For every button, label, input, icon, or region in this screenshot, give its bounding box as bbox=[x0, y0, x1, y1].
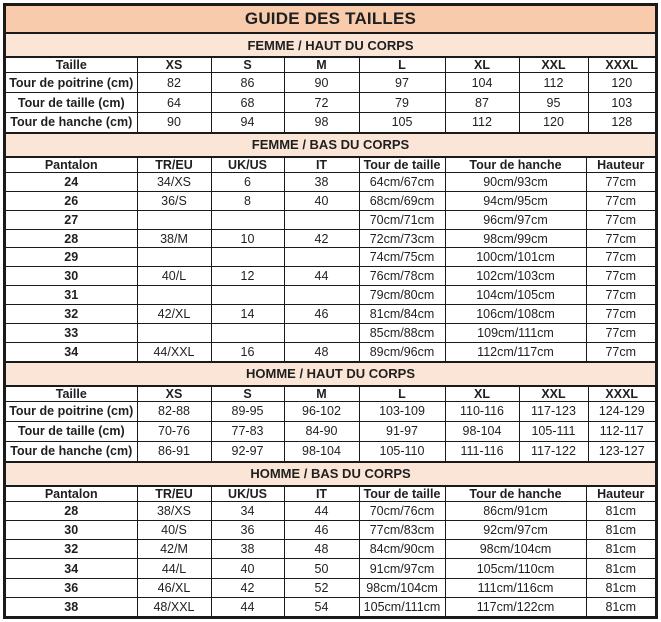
column-header: IT bbox=[284, 158, 359, 173]
table-cell bbox=[211, 248, 284, 267]
table-cell bbox=[211, 286, 284, 305]
row-label: 36 bbox=[6, 578, 137, 597]
table-cell: 120 bbox=[519, 113, 588, 132]
table-cell: 86cm/91cm bbox=[445, 501, 586, 520]
table-cell: 38/XS bbox=[137, 501, 211, 520]
column-header: TR/EU bbox=[137, 158, 211, 173]
table-cell: 94cm/95cm bbox=[445, 191, 586, 210]
table-row bbox=[6, 248, 655, 267]
table-cell: 105-111 bbox=[519, 421, 588, 441]
table-cell: 6 bbox=[211, 172, 284, 191]
table-cell: 77cm bbox=[586, 229, 655, 248]
table-cell: 120 bbox=[588, 73, 655, 93]
table-row bbox=[6, 401, 655, 421]
row-label: Tour de taille (cm) bbox=[6, 93, 137, 113]
table-cell: 77cm bbox=[586, 210, 655, 229]
section-header-homme-bas: HOMME / BAS DU CORPS bbox=[6, 461, 655, 487]
column-header: XS bbox=[137, 58, 211, 73]
table-cell: 81cm bbox=[586, 578, 655, 597]
table-row bbox=[6, 421, 655, 441]
table-cell: 111-116 bbox=[445, 441, 519, 460]
column-header: L bbox=[359, 387, 445, 402]
table-cell: 34 bbox=[211, 501, 284, 520]
table-cell: 82-88 bbox=[137, 401, 211, 421]
table-cell: 70-76 bbox=[137, 421, 211, 441]
page-title: GUIDE DES TAILLES bbox=[6, 6, 655, 34]
column-header: Tour de taille bbox=[359, 487, 445, 502]
table-cell: 102cm/103cm bbox=[445, 267, 586, 286]
table-cell: 50 bbox=[284, 559, 359, 578]
table-cell: 111cm/116cm bbox=[445, 578, 586, 597]
table-cell: 40/L bbox=[137, 267, 211, 286]
table-cell: 98-104 bbox=[445, 421, 519, 441]
table-cell: 12 bbox=[211, 267, 284, 286]
table-cell: 87 bbox=[445, 93, 519, 113]
table-cell: 91cm/97cm bbox=[359, 559, 445, 578]
table-femme-haut-du-corps bbox=[6, 58, 655, 132]
table-row bbox=[6, 520, 655, 539]
table-cell: 92-97 bbox=[211, 441, 284, 460]
table-cell: 89cm/96cm bbox=[359, 343, 445, 361]
table-cell: 36 bbox=[211, 520, 284, 539]
table-cell: 109cm/111cm bbox=[445, 324, 586, 343]
row-label: 24 bbox=[6, 172, 137, 191]
table-row bbox=[6, 324, 655, 343]
column-header: UK/US bbox=[211, 158, 284, 173]
table-cell: 81cm bbox=[586, 501, 655, 520]
table-cell bbox=[284, 248, 359, 267]
column-header: Hauteur bbox=[586, 487, 655, 502]
table-cell: 70cm/71cm bbox=[359, 210, 445, 229]
table-cell: 112 bbox=[519, 73, 588, 93]
table-cell: 81cm bbox=[586, 520, 655, 539]
table-cell: 98cm/104cm bbox=[359, 578, 445, 597]
table-cell bbox=[284, 210, 359, 229]
column-header: M bbox=[284, 387, 359, 402]
table-cell: 79cm/80cm bbox=[359, 286, 445, 305]
column-header: TR/EU bbox=[137, 487, 211, 502]
table-femme-bas-du-corps bbox=[6, 158, 655, 361]
table-row bbox=[6, 597, 655, 616]
column-header: XXL bbox=[519, 387, 588, 402]
table-cell: 77-83 bbox=[211, 421, 284, 441]
table-row bbox=[6, 286, 655, 305]
table-row bbox=[6, 305, 655, 324]
table-cell: 98 bbox=[284, 113, 359, 132]
table-cell: 54 bbox=[284, 597, 359, 616]
table-cell: 77cm bbox=[586, 172, 655, 191]
size-guide-table bbox=[3, 3, 658, 619]
column-header: Hauteur bbox=[586, 158, 655, 173]
column-header: Tour de hanche bbox=[445, 487, 586, 502]
column-header: Tour de hanche bbox=[445, 158, 586, 173]
table-cell: 52 bbox=[284, 578, 359, 597]
table-cell: 105cm/111cm bbox=[359, 597, 445, 616]
column-header: M bbox=[284, 58, 359, 73]
column-header: Taille bbox=[6, 387, 137, 402]
table-cell: 44 bbox=[284, 501, 359, 520]
table-cell: 96cm/97cm bbox=[445, 210, 586, 229]
row-label: 30 bbox=[6, 267, 137, 286]
column-header: L bbox=[359, 58, 445, 73]
table-cell: 110-116 bbox=[445, 401, 519, 421]
table-row bbox=[6, 559, 655, 578]
table-cell: 77cm bbox=[586, 248, 655, 267]
row-label: 38 bbox=[6, 597, 137, 616]
table-cell: 84cm/90cm bbox=[359, 540, 445, 559]
table-cell: 38 bbox=[284, 172, 359, 191]
row-label: Tour de taille (cm) bbox=[6, 421, 137, 441]
row-label: 30 bbox=[6, 520, 137, 539]
table-cell: 117cm/122cm bbox=[445, 597, 586, 616]
table-cell: 38/M bbox=[137, 229, 211, 248]
table-cell: 104 bbox=[445, 73, 519, 93]
table-cell: 72cm/73cm bbox=[359, 229, 445, 248]
table-cell: 10 bbox=[211, 229, 284, 248]
table-row bbox=[6, 113, 655, 132]
row-label: Tour de poitrine (cm) bbox=[6, 401, 137, 421]
table-cell: 100cm/101cm bbox=[445, 248, 586, 267]
row-label: 33 bbox=[6, 324, 137, 343]
column-header: Taille bbox=[6, 58, 137, 73]
table-cell: 95 bbox=[519, 93, 588, 113]
column-header: XXXL bbox=[588, 387, 655, 402]
table-cell: 76cm/78cm bbox=[359, 267, 445, 286]
table-cell: 40 bbox=[284, 191, 359, 210]
row-label: 26 bbox=[6, 191, 137, 210]
table-cell: 34/XS bbox=[137, 172, 211, 191]
table-cell: 44/XXL bbox=[137, 343, 211, 361]
table-cell: 84-90 bbox=[284, 421, 359, 441]
column-header: XL bbox=[445, 387, 519, 402]
table-cell: 128 bbox=[588, 113, 655, 132]
table-row bbox=[6, 229, 655, 248]
table-cell: 94 bbox=[211, 113, 284, 132]
table-cell bbox=[211, 324, 284, 343]
row-label: 29 bbox=[6, 248, 137, 267]
table-cell: 81cm bbox=[586, 597, 655, 616]
table-cell: 70cm/76cm bbox=[359, 501, 445, 520]
table-cell: 48 bbox=[284, 540, 359, 559]
column-header: XXXL bbox=[588, 58, 655, 73]
table-cell: 77cm bbox=[586, 305, 655, 324]
table-cell: 86-91 bbox=[137, 441, 211, 460]
table-cell: 90 bbox=[137, 113, 211, 132]
row-label: 28 bbox=[6, 229, 137, 248]
table-cell: 92cm/97cm bbox=[445, 520, 586, 539]
table-cell bbox=[211, 210, 284, 229]
table-cell: 97 bbox=[359, 73, 445, 93]
table-cell: 106cm/108cm bbox=[445, 305, 586, 324]
row-label: Tour de hanche (cm) bbox=[6, 113, 137, 132]
table-cell: 46 bbox=[284, 520, 359, 539]
table-cell: 103 bbox=[588, 93, 655, 113]
row-label: 28 bbox=[6, 501, 137, 520]
table-cell: 103-109 bbox=[359, 401, 445, 421]
column-header: Tour de taille bbox=[359, 158, 445, 173]
table-cell bbox=[137, 324, 211, 343]
table-cell: 16 bbox=[211, 343, 284, 361]
table-cell: 46/XL bbox=[137, 578, 211, 597]
table-cell: 112-117 bbox=[588, 421, 655, 441]
row-label: 32 bbox=[6, 540, 137, 559]
table-cell: 44 bbox=[284, 267, 359, 286]
table-cell: 79 bbox=[359, 93, 445, 113]
table-row bbox=[6, 343, 655, 361]
column-header: S bbox=[211, 58, 284, 73]
table-cell: 123-127 bbox=[588, 441, 655, 460]
table-cell: 68cm/69cm bbox=[359, 191, 445, 210]
row-label: 31 bbox=[6, 286, 137, 305]
table-cell: 72 bbox=[284, 93, 359, 113]
table-cell: 74cm/75cm bbox=[359, 248, 445, 267]
row-label: 34 bbox=[6, 343, 137, 361]
table-row bbox=[6, 210, 655, 229]
table-cell: 90cm/93cm bbox=[445, 172, 586, 191]
table-cell: 64cm/67cm bbox=[359, 172, 445, 191]
table-cell: 98-104 bbox=[284, 441, 359, 460]
table-cell: 82 bbox=[137, 73, 211, 93]
table-cell: 105 bbox=[359, 113, 445, 132]
row-label: 27 bbox=[6, 210, 137, 229]
table-cell: 77cm bbox=[586, 191, 655, 210]
column-header: IT bbox=[284, 487, 359, 502]
column-header: XS bbox=[137, 387, 211, 402]
table-cell bbox=[137, 286, 211, 305]
table-cell: 105cm/110cm bbox=[445, 559, 586, 578]
table-cell: 77cm bbox=[586, 267, 655, 286]
table-cell: 81cm bbox=[586, 559, 655, 578]
table-row bbox=[6, 267, 655, 286]
section-header-homme-haut: HOMME / HAUT DU CORPS bbox=[6, 361, 655, 387]
table-homme-bas-du-corps bbox=[6, 487, 655, 616]
table-cell: 77cm bbox=[586, 343, 655, 361]
table-cell: 48 bbox=[284, 343, 359, 361]
table-cell: 42 bbox=[284, 229, 359, 248]
column-header: S bbox=[211, 387, 284, 402]
table-cell: 46 bbox=[284, 305, 359, 324]
table-homme-haut-du-corps bbox=[6, 387, 655, 461]
table-cell: 42 bbox=[211, 578, 284, 597]
row-label: Tour de poitrine (cm) bbox=[6, 73, 137, 93]
column-header: UK/US bbox=[211, 487, 284, 502]
table-cell: 40 bbox=[211, 559, 284, 578]
table-cell: 77cm bbox=[586, 324, 655, 343]
row-label: 34 bbox=[6, 559, 137, 578]
table-cell: 44 bbox=[211, 597, 284, 616]
table-cell: 85cm/88cm bbox=[359, 324, 445, 343]
table-cell: 96-102 bbox=[284, 401, 359, 421]
table-row bbox=[6, 578, 655, 597]
table-cell: 42/XL bbox=[137, 305, 211, 324]
table-cell: 40/S bbox=[137, 520, 211, 539]
table-row bbox=[6, 93, 655, 113]
table-cell: 48/XXL bbox=[137, 597, 211, 616]
table-cell: 86 bbox=[211, 73, 284, 93]
column-header: XXL bbox=[519, 58, 588, 73]
column-header: XL bbox=[445, 58, 519, 73]
table-cell: 98cm/99cm bbox=[445, 229, 586, 248]
table-cell: 68 bbox=[211, 93, 284, 113]
table-cell: 124-129 bbox=[588, 401, 655, 421]
table-cell: 81cm bbox=[586, 540, 655, 559]
section-header-femme-bas: FEMME / BAS DU CORPS bbox=[6, 132, 655, 158]
table-cell: 77cm/83cm bbox=[359, 520, 445, 539]
table-row bbox=[6, 501, 655, 520]
table-cell: 81cm/84cm bbox=[359, 305, 445, 324]
table-row bbox=[6, 73, 655, 93]
table-cell bbox=[284, 286, 359, 305]
column-header: Pantalon bbox=[6, 487, 137, 502]
table-cell: 98cm/104cm bbox=[445, 540, 586, 559]
table-cell: 14 bbox=[211, 305, 284, 324]
table-row bbox=[6, 540, 655, 559]
table-cell: 91-97 bbox=[359, 421, 445, 441]
table-cell bbox=[137, 248, 211, 267]
table-cell: 36/S bbox=[137, 191, 211, 210]
table-row bbox=[6, 191, 655, 210]
table-cell: 77cm bbox=[586, 286, 655, 305]
table-cell: 38 bbox=[211, 540, 284, 559]
table-cell: 42/M bbox=[137, 540, 211, 559]
table-cell: 8 bbox=[211, 191, 284, 210]
row-label: Tour de hanche (cm) bbox=[6, 441, 137, 460]
table-cell bbox=[284, 324, 359, 343]
table-cell: 64 bbox=[137, 93, 211, 113]
row-label: 32 bbox=[6, 305, 137, 324]
table-cell: 112 bbox=[445, 113, 519, 132]
table-row bbox=[6, 172, 655, 191]
table-row bbox=[6, 441, 655, 460]
table-cell bbox=[137, 210, 211, 229]
section-header-femme-haut: FEMME / HAUT DU CORPS bbox=[6, 34, 655, 58]
table-cell: 104cm/105cm bbox=[445, 286, 586, 305]
table-cell: 117-123 bbox=[519, 401, 588, 421]
table-cell: 117-122 bbox=[519, 441, 588, 460]
table-cell: 105-110 bbox=[359, 441, 445, 460]
table-cell: 89-95 bbox=[211, 401, 284, 421]
table-cell: 44/L bbox=[137, 559, 211, 578]
table-cell: 90 bbox=[284, 73, 359, 93]
column-header: Pantalon bbox=[6, 158, 137, 173]
table-cell: 112cm/117cm bbox=[445, 343, 586, 361]
